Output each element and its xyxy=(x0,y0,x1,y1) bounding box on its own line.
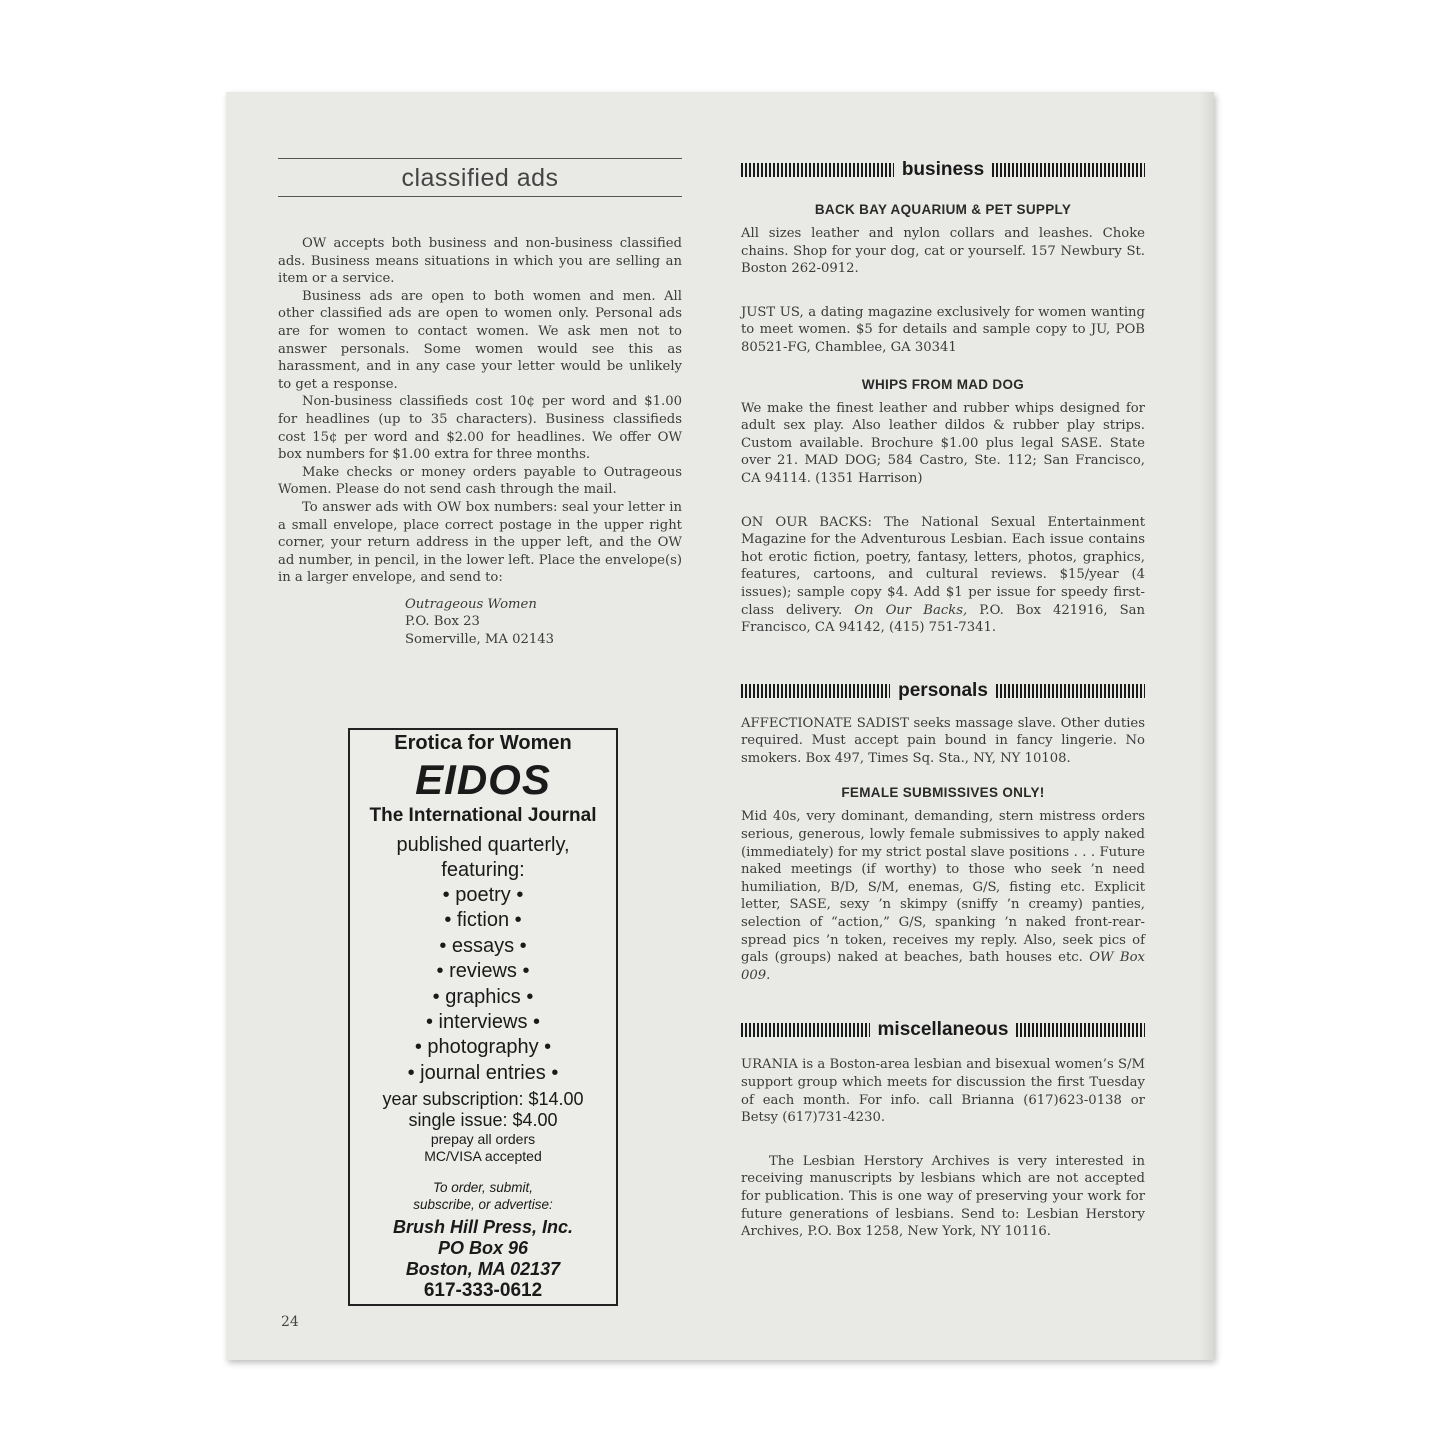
eidos-phone: 617-333-0612 xyxy=(423,1280,543,1302)
heading-bars xyxy=(741,163,894,177)
feature-item: • poetry • xyxy=(442,884,524,906)
intro-paragraph: Make checks or money orders payable to Outrageous Women. Please do not send cash through the mail. xyxy=(278,464,682,498)
title-rule-top xyxy=(278,158,682,159)
eidos-press: Brush Hill Press, Inc. xyxy=(392,1217,574,1238)
mailing-address xyxy=(405,596,682,649)
feature-item: • reviews • xyxy=(436,960,530,983)
heading-bars xyxy=(996,684,1145,698)
address-line: Somerville, MA 02143 xyxy=(405,632,555,648)
personals-heading-label: personals xyxy=(898,679,988,701)
eidos-year-price: year subscription: $14.00 xyxy=(382,1089,584,1110)
page-number: 24 xyxy=(281,1314,299,1330)
ad-text-part: P.O. Box 421916, San Francisco, CA 94142, (415) 751-7341. xyxy=(741,602,1146,636)
business-heading-label: business xyxy=(901,159,985,180)
eidos-prepay: prepay all orders xyxy=(430,1131,536,1148)
title-rule-bottom xyxy=(278,196,682,197)
feature-item: • fiction • xyxy=(444,909,522,932)
eidos-name: EIDOS xyxy=(415,756,551,803)
eidos-city: Boston, MA 02137 xyxy=(405,1259,561,1280)
business-ad-text xyxy=(741,514,1145,637)
personals-ad-text: AFFECTIONATE SADIST seeks massage slave. Other duties required. Must accept pain bound in fancy lingerie. No smokers. Box 497, Times Sq. Sta., NY, NY 10108. xyxy=(741,715,1145,766)
ad-text-part: ON OUR BACKS: The National Sexual Entertainment Magazine for the Adventurous Lesbian. Each issue contains hot erotic fiction, poetry, fantasy, letters, photos, graphics, features, cartoons, and cultural reviews. $15/year (4 issues); sample copy $4. Add $1 per issue for speedy first-class delivery. xyxy=(741,514,1145,618)
intro-paragraph: OW accepts both business and non-business classified ads. Business means situations in which you are selling an item or a service. xyxy=(278,236,682,287)
feature-item: • graphics • xyxy=(432,985,534,1008)
feature-item: • essays • xyxy=(439,934,527,957)
eidos-frequency: published quarterly, xyxy=(396,834,570,856)
heading-bars xyxy=(741,1023,870,1037)
ad-text-part: Mid 40s, very dominant, demanding, stern mistress orders serious, generous, lowly female submissives to apply naked (immediately) for my strict postal slave positions . . . Future naked meetings (if worthy) to those who seek ’n need humiliation, B/D, S/M, enemas, G/S, fisting etc. Explicit letter, SASE, sexy ’n skimpy (sniffy ’n creamy) panties, selection of “action,” G/S, spanking ’n naked front-rear-spread pics ’n token, receives my reply. Also, seek pics of gals (groups) naked at beaches, bath houses etc. xyxy=(741,809,1145,966)
eidos-po-box: PO Box 96 xyxy=(437,1238,529,1259)
eidos-feature-list xyxy=(350,883,616,1086)
feature-item: • journal entries • xyxy=(407,1061,559,1084)
magazine-page xyxy=(226,92,1214,1360)
business-ad-text: All sizes leather and nylon collars and leashes. Choke chains. Shop for your dog, cat or yourself. 157 Newbury St. Boston 262-0912. xyxy=(741,226,1145,277)
classified-title: classified ads xyxy=(401,164,559,192)
intro-paragraph: Business ads are open to both women and men. All other classified ads are open to women only. Personal ads are for women to contact women. We ask men not to answer personals. Some women would see this as harassment, and in any case your letter would be unlikely to get a response. xyxy=(278,288,682,392)
classified-title-block xyxy=(278,158,682,203)
classified-intro xyxy=(278,235,682,587)
eidos-advertisement xyxy=(348,728,618,1306)
intro-paragraph: To answer ads with OW box numbers: seal your letter in a small envelope, place correct postage in the upper right corner, your return address in the upper left, and the OW ad number, in pencil, in the lower left. Place the envelope(s) in a larger envelope, and send to: xyxy=(278,499,682,586)
misc-ad-text: The Lesbian Herstory Archives is very interested in receiving manuscripts by lesbians which are not accepted for publication. This is one way of preserving your work for future generations of lesbians. Send to: Lesbian Herstory Archives, P.O. Box 1258, New York, NY 10116. xyxy=(741,1153,1145,1240)
heading-bars xyxy=(741,684,890,698)
ads-column xyxy=(741,158,1145,1241)
personals-ad-title: FEMALE SUBMISSIVES ONLY! xyxy=(841,785,1045,801)
miscellaneous-heading-label: miscellaneous xyxy=(877,1019,1009,1041)
address-line: Outrageous Women xyxy=(405,596,537,612)
business-heading xyxy=(741,158,1145,182)
intro-paragraph: Non-business classifieds cost 10¢ per word and $1.00 for headlines (up to 35 characters). Business classifieds cost 15¢ per word and $2.00 for headlines. We offer OW box numbers for $1.00 extra for three months. xyxy=(278,394,682,463)
personals-ad-text xyxy=(741,808,1145,984)
address-line: P.O. Box 23 xyxy=(405,614,480,630)
eidos-tagline: Erotica for Women xyxy=(394,732,572,754)
eidos-featuring-label: featuring: xyxy=(441,859,525,881)
eidos-cards: MC/VISA accepted xyxy=(424,1148,542,1165)
eidos-single-price: single issue: $4.00 xyxy=(408,1110,558,1131)
heading-bars xyxy=(992,163,1145,177)
classified-column xyxy=(278,158,682,649)
heading-bars xyxy=(1016,1023,1145,1037)
business-ad-text: We make the finest leather and rubber whips designed for adult sex play. Also leather dildos & rubber play strips. Custom available. Brochure $1.00 plus legal SASE. State over 21. MAD DOG; 584 Castro, Ste. 112; San Francisco, CA 94114. (1351 Harrison) xyxy=(741,400,1145,486)
eidos-subtitle: The International Journal xyxy=(369,805,597,826)
business-ad-title: WHIPS FROM MAD DOG xyxy=(861,376,1025,392)
business-ad-text: JUST US, a dating magazine exclusively for women wanting to meet women. $5 for details and sample copy to JU, POB 80521-FG, Chamblee, GA 30341 xyxy=(741,304,1145,355)
eidos-order-line: subscribe, or advertise: xyxy=(413,1197,553,1213)
feature-item: • photography • xyxy=(414,1036,552,1059)
ad-text-italic: OW Box 009. xyxy=(741,950,1145,983)
personals-heading xyxy=(741,679,1145,703)
eidos-order-line: To order, submit, xyxy=(432,1180,534,1196)
feature-item: • interviews • xyxy=(425,1011,541,1034)
misc-ad-text: URANIA is a Boston-area lesbian and bisexual women’s S/M support group which meets for discussion the first Tuesday of each month. For info. call Brianna (617)623-0138 or Betsy (617)731-4230. xyxy=(741,1057,1145,1126)
business-ad-title: BACK BAY AQUARIUM & PET SUPPLY xyxy=(814,202,1072,217)
miscellaneous-heading xyxy=(741,1018,1145,1042)
ad-text-italic: On Our Backs, xyxy=(854,602,968,618)
